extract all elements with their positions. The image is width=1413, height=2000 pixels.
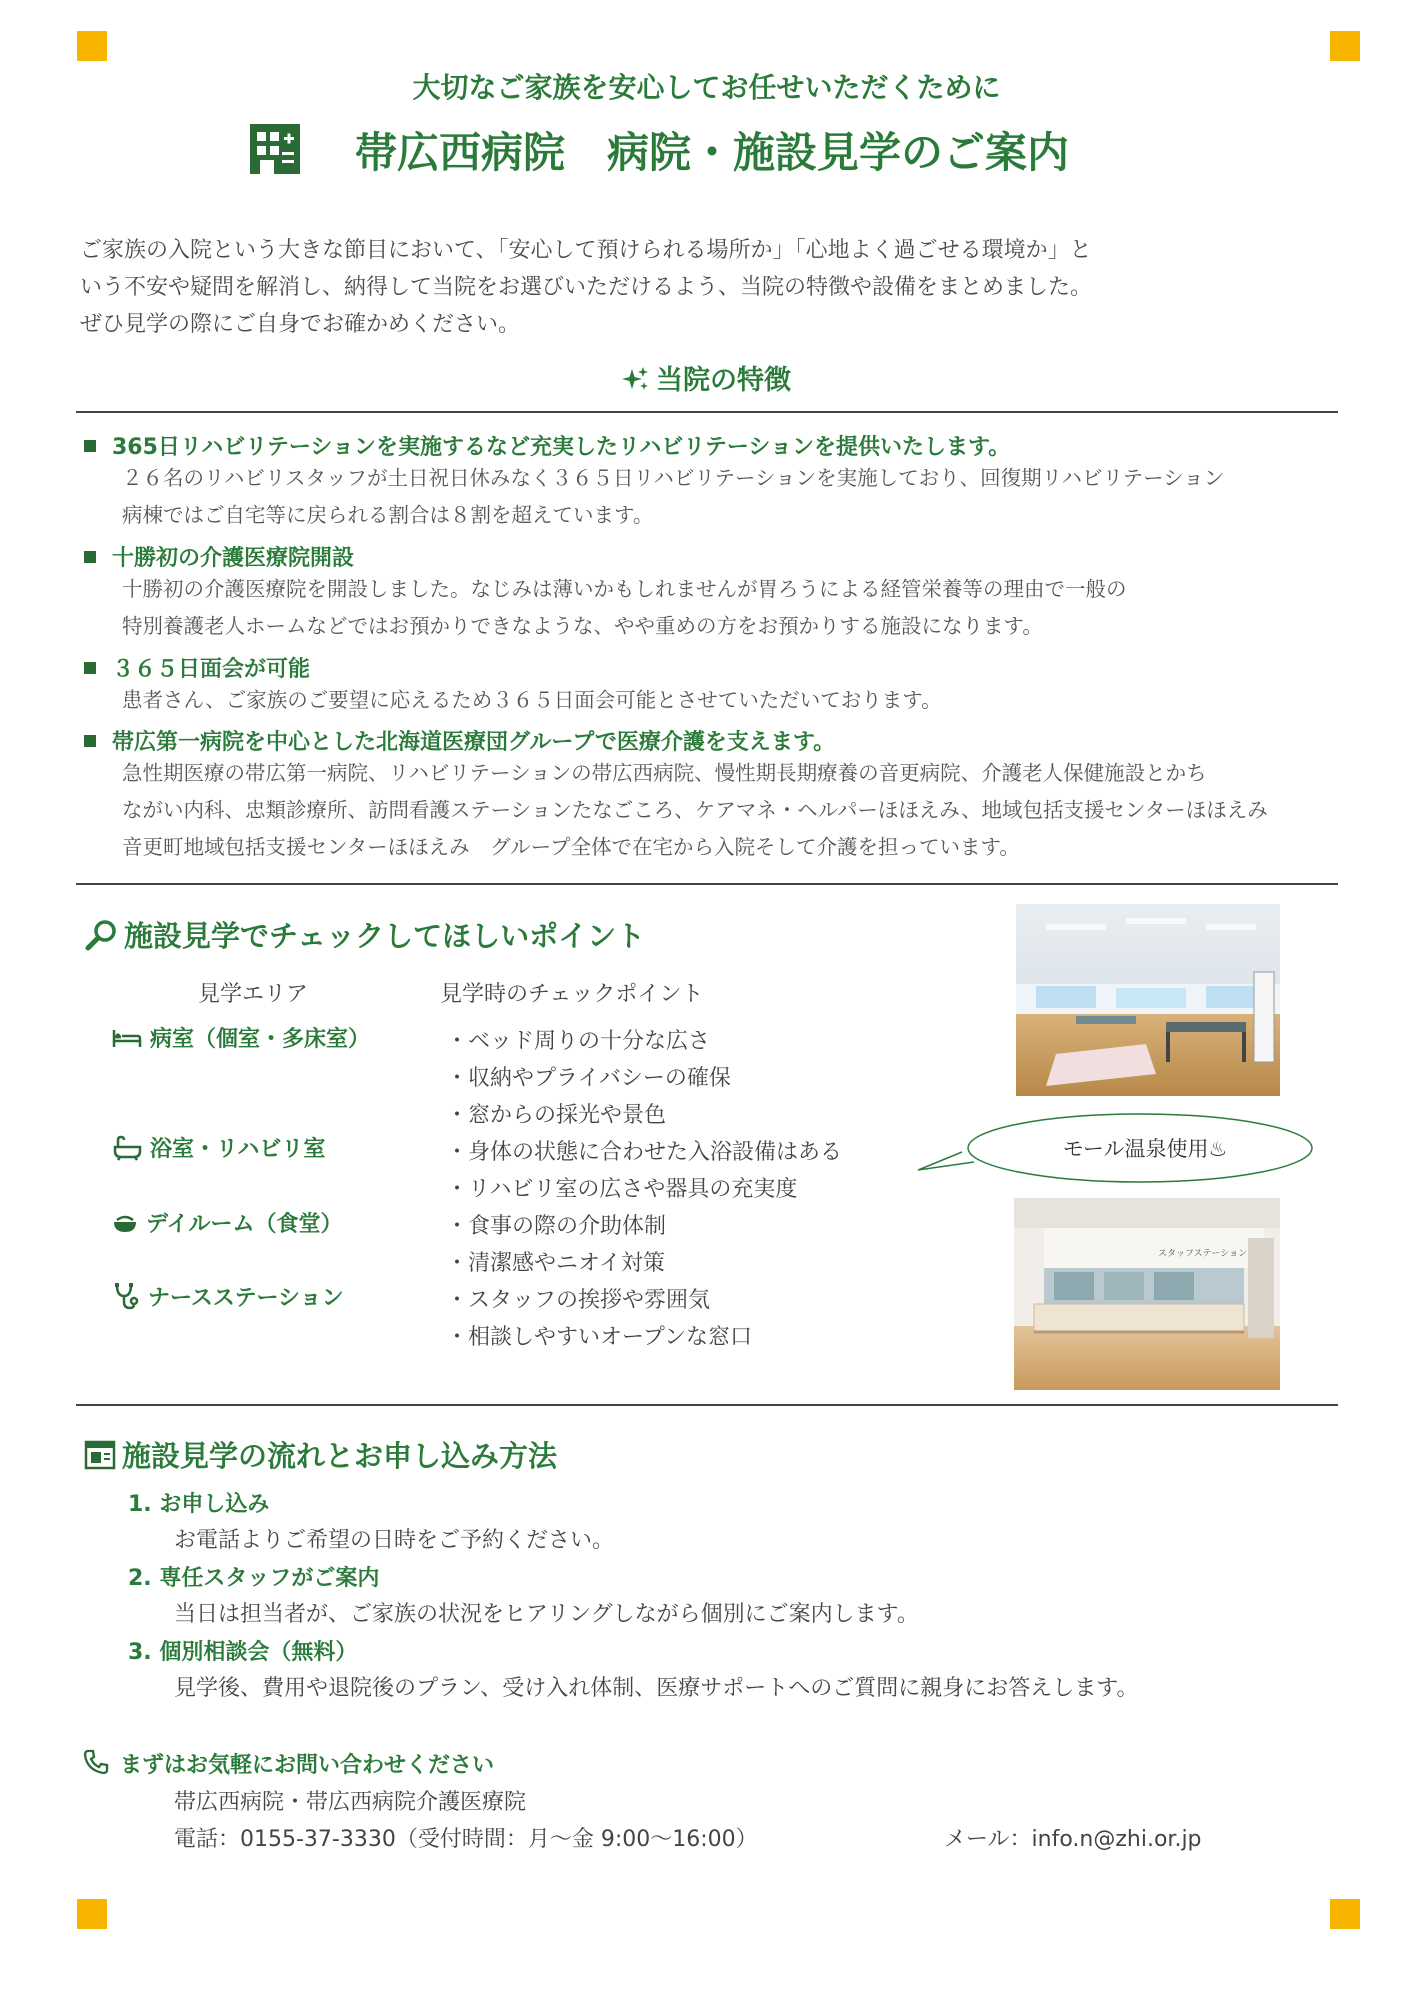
checkpoint-item: ・ベッド周りの十分な広さ: [446, 1029, 711, 1054]
page-subtitle: 大切なご家族を安心してお任せいただくために: [412, 71, 1001, 104]
contact-email[interactable]: メール：info.n@zhi.or.jp: [944, 1827, 1202, 1852]
checkpoint-item: ・食事の際の介助体制: [446, 1214, 667, 1239]
checkpoint-item: ・身体の状態に合わせた入浴設備はある: [446, 1140, 843, 1165]
feature-title: 帯広第一病院を中心とした北海道医療団グループで医療介護を支えます。: [84, 725, 835, 756]
corner-marker-bottom-right: [1330, 1899, 1360, 1929]
feature-body: 急性期医療の帯広第一病院、リハビリテーションの帯広西病院、慢性期長期療養の音更病院、介護老人保健施設とかち ながい内科、忠類診療所、訪問看護ステーションたなごころ、ケアマネ・ヘルパーほほえみ、地域包括支援センターほほえみ 音更町地域包括支援センターほほえみ グループ全体で在宅から入院そして介護を担っています。: [122, 761, 1268, 859]
checkpoint-item: ・収納やプライバシーの確保: [446, 1066, 731, 1091]
corner-marker-bottom-left: [77, 1899, 107, 1929]
step-body: お電話よりご希望の日時をご予約ください。: [174, 1528, 615, 1553]
sparkle-icon: [622, 365, 650, 393]
checkpoint-item: ・窓からの採光や景色: [446, 1103, 667, 1128]
feature-body: ２６名のリハビリスタッフが土日祝日休みなく３６５日リハビリテーションを実施しており、回復期リハビリテーション 病棟ではご自宅等に戻られる割合は８割を超えています。: [122, 466, 1225, 527]
corner-marker-top-right: [1330, 31, 1360, 61]
divider: [76, 411, 1338, 413]
phone-icon: [82, 1748, 110, 1776]
divider: [76, 1404, 1338, 1406]
rehab-room-photo: [1016, 904, 1280, 1096]
column-header-checkpoints: 見学時のチェックポイント: [440, 982, 704, 1007]
corner-marker-top-left: [77, 31, 107, 61]
intro-line: ぜひ見学の際にご自身でお確かめください。: [80, 312, 521, 337]
document-icon: [84, 1440, 116, 1470]
bullet-square: [84, 735, 96, 747]
step-title: 2. 専任スタッフがご案内: [128, 1566, 380, 1591]
bubble-text: モール温泉使用♨: [1062, 1137, 1228, 1161]
features-heading-text: 当院の特徴: [656, 365, 791, 396]
step-title: 1. お申し込み: [128, 1492, 270, 1517]
area-room: 病室（個室・多床室）: [112, 1022, 370, 1053]
feature-title: 365日リハビリテーションを実施するなど充実したリハビリテーションを提供いたします。: [84, 430, 1010, 461]
intro-line: ご家族の入院という大きな節目において、「安心して預けられる場所か」「心地よく過ごせる環境か」と: [80, 238, 1092, 263]
contact-phone[interactable]: 電話：0155-37-3330（受付時間：月～金 9:00～16:00）: [174, 1827, 758, 1852]
feature-body: 十勝初の介護医療院を開設しました。なじみは薄いかもしれませんが胃ろうによる経管栄養等の理由で一般の 特別養護老人ホームなどではお預かりできなような、やや重めの方をお預かりする施設になります。: [122, 577, 1127, 638]
divider: [76, 883, 1338, 885]
nurse-icon: [112, 1282, 140, 1312]
bullet-square: [84, 551, 96, 563]
magnifier-icon: [84, 918, 118, 952]
bed-icon: [112, 1027, 142, 1049]
checkpoint-item: ・リハビリ室の広さや器具の充実度: [446, 1177, 798, 1202]
intro-text: [80, 232, 1330, 343]
checkpoints-heading: 施設見学でチェックしてほしいポイント: [84, 914, 645, 955]
contact-heading: まずはお気軽にお問い合わせください: [120, 1748, 494, 1779]
area-dayroom: デイルーム（食堂）: [112, 1207, 342, 1238]
checkpoint-item: ・スタッフの挨拶や雰囲気: [446, 1288, 711, 1313]
bathtub-icon: [112, 1135, 142, 1161]
feature-title: ３６５日面会が可能: [84, 652, 310, 683]
hospital-building-icon: [248, 122, 302, 176]
feature-body: 患者さん、ご家族のご要望に応えるため３６５日面会可能とさせていただいております。: [122, 688, 942, 712]
step-body: 当日は担当者が、ご家族の状況をヒアリングしながら個別にご案内します。: [174, 1602, 919, 1627]
bullet-square: [84, 662, 96, 674]
feature-title: 十勝初の介護医療院開設: [84, 541, 354, 572]
area-bath-rehab: 浴室・リハビリ室: [112, 1132, 325, 1163]
page-title: 帯広西病院 病院・施設見学のご案内: [355, 128, 1070, 177]
area-nurse-station: ナースステーション: [112, 1281, 344, 1314]
bullet-square: [84, 440, 96, 452]
intro-line: いう不安や疑問を解消し、納得して当院をお選びいただけるよう、当院の特徴や設備をまとめました。: [80, 275, 1093, 300]
checkpoint-item: ・清潔感やニオイ対策: [446, 1251, 665, 1276]
column-header-area: 見学エリア: [198, 982, 309, 1007]
photo-sign: スタッフステーション: [1158, 1249, 1248, 1259]
features-heading: [0, 358, 1413, 397]
checkpoint-item: ・相談しやすいオープンな窓口: [446, 1325, 753, 1350]
contact-org: 帯広西病院・帯広西病院介護医療院: [174, 1790, 527, 1815]
nurse-station-photo: [1014, 1198, 1280, 1390]
flow-heading: 施設見学の流れとお申し込み方法: [84, 1434, 557, 1475]
step-title: 3. 個別相談会（無料）: [128, 1640, 358, 1665]
bowl-icon: [112, 1212, 138, 1234]
step-body: 見学後、費用や退院後のプラン、受け入れ体制、医療サポートへのご質問に親身にお答えします。: [174, 1676, 1139, 1701]
